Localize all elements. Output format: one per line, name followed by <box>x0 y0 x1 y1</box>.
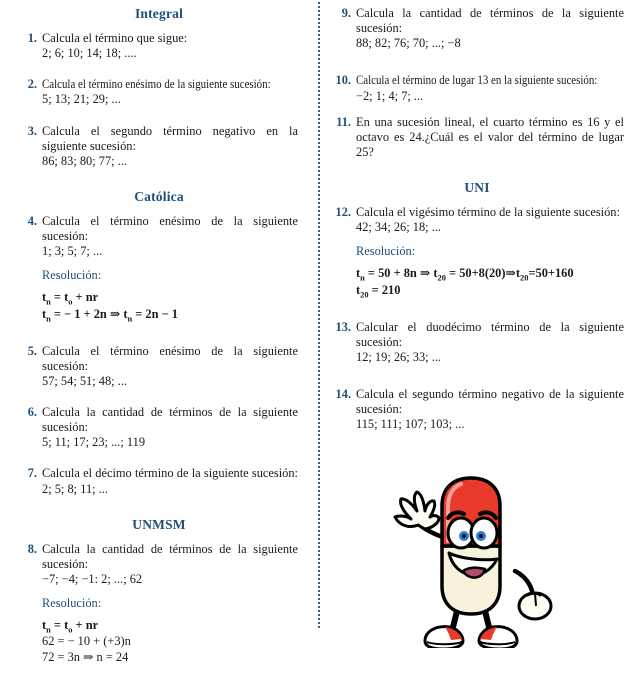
exercise-body <box>42 124 298 169</box>
exercise-question: Calcula el término enésimo de la siguiente sucesión: <box>42 343 298 373</box>
left-shoe <box>425 627 463 648</box>
formula-line: $t_n = 50 + 8n$ ⇒ $t_{20}$ = $50+8(20)\Rightarrow t_{20}=50+160$ <box>356 266 574 283</box>
right-eye <box>471 518 497 548</box>
exercise-number: 3. <box>27 123 37 138</box>
exercise-number: 9. <box>341 6 351 20</box>
exercise-11 <box>330 115 624 160</box>
exercise-sequence: 42; 34; 26; 18; ... <box>356 220 442 235</box>
section-title-catolica: Católica <box>134 188 184 204</box>
section-title-uni: UNI <box>464 180 490 195</box>
exercise-sequence: 115; 111; 107; 103; ... <box>356 417 465 432</box>
spacer <box>330 376 624 387</box>
exercise-2 <box>20 77 298 107</box>
exercise-7 <box>20 466 298 496</box>
exercise-sequence: 1; 3; 5; 7; ... <box>42 244 103 259</box>
exercise-10 <box>330 73 624 103</box>
section-title-integral: Integral <box>134 6 184 21</box>
exercise-question: Calcula el término de lugar 13 en la siguiente sucesión: <box>356 73 598 88</box>
exercise-question: Calcula la cantidad de términos de la siguiente sucesión: <box>356 6 624 36</box>
column-divider <box>318 2 320 628</box>
exercise-5 <box>20 344 298 389</box>
exercise-1 <box>20 31 298 61</box>
right-shoe <box>479 627 517 648</box>
exercise-question: Calcula el término enésimo de la siguiente sucesión: <box>42 213 298 243</box>
exercise-12 <box>330 205 624 298</box>
formula-line: $t_n = t_o$ + nr <box>42 618 99 635</box>
right-column <box>322 0 634 443</box>
exercise-sequence: 12; 19; 26; 33; ... <box>356 349 442 364</box>
exercise-question: Calcula el vigésimo término de la siguiente sucesión: <box>356 205 620 219</box>
exercise-body <box>356 205 624 298</box>
exercise-body <box>356 6 624 51</box>
left-hand <box>395 492 439 529</box>
exercise-sequence: −2; 1; 4; 7; ... <box>356 88 424 103</box>
exercise-sequence: 5; 11; 17; 23; ...; 119 <box>42 435 146 450</box>
exercise-number: 5. <box>27 343 37 358</box>
formula-line: $t_n = t_o$ + nr <box>42 290 99 307</box>
spacer <box>20 333 298 344</box>
exercise-number: 2. <box>27 77 37 92</box>
exercise-4 <box>20 214 298 322</box>
exercise-body <box>42 405 298 450</box>
section-title-unmsm: UNMSM <box>132 516 186 532</box>
exercise-sequence: −7; −4; −1: 2; ...; 62 <box>42 571 143 586</box>
exercise-question: Calcula la cantidad de términos de la siguiente sucesión: <box>42 541 298 571</box>
exercise-sequence: 88; 82; 76; 70; ...; −8 <box>356 36 461 51</box>
exercise-8 <box>20 542 298 666</box>
exercise-6 <box>20 405 298 450</box>
right-hand <box>519 593 551 619</box>
exercise-body <box>356 387 624 432</box>
exercise-body <box>42 344 298 389</box>
resolution-label: Resolución: <box>42 596 102 610</box>
exercise-body <box>42 542 298 666</box>
spacer <box>330 309 624 320</box>
exercise-body <box>42 77 302 107</box>
exercise-sequence: 5; 13; 21; 29; ... <box>42 92 121 107</box>
spacer <box>330 62 624 73</box>
exercise-question: Calcula la cantidad de términos de la siguiente sucesión: <box>42 405 298 435</box>
formula-line: $t_{20} = 210$ <box>356 282 401 299</box>
exercise-question: En una sucesión lineal, el cuarto término es 16 y el octavo es 24.¿Cuál es el valor del término de lugar 25? <box>356 114 624 159</box>
exercise-sequence: 86; 83; 80; 77; ... <box>42 153 128 168</box>
capsule-mascot-illustration <box>385 443 570 648</box>
exercise-number: 1. <box>27 31 37 45</box>
exercise-body <box>42 466 298 496</box>
formula-line: $t_n$ = − 1 + 2n ⇒ $t_n = 2n - 1$ <box>42 306 178 323</box>
resolution-label: Resolución: <box>42 268 102 283</box>
formula-line: 62 = − 10 + (+3)n <box>42 634 131 649</box>
exercise-question: Calcula el término enésimo de la siguiente sucesión: <box>42 77 271 92</box>
exercise-number: 13. <box>335 319 351 334</box>
exercise-sequence: 57; 54; 51; 48; ... <box>42 373 128 388</box>
exercise-number: 12. <box>335 205 351 219</box>
exercise-body <box>356 73 630 103</box>
exercise-body <box>356 115 624 160</box>
exercise-question: Calcula el décimo término de la siguiente sucesión: 2; 5; 8; 11; ... <box>42 466 298 496</box>
exercise-body <box>42 214 298 322</box>
exercise-body <box>356 320 624 365</box>
exercise-number: 10. <box>335 73 351 88</box>
exercise-number: 6. <box>27 405 37 419</box>
exercise-number: 11. <box>336 114 351 129</box>
exercise-number: 14. <box>335 387 351 401</box>
exercise-question: Calcula el segundo término negativo de la siguiente sucesión: <box>356 387 624 417</box>
exercise-question: Calcular el duodécimo término de la siguiente sucesión: <box>356 319 624 349</box>
exercise-9 <box>330 6 624 51</box>
exercise-body <box>42 31 298 61</box>
exercise-question: Calcula el término que sigue: <box>42 31 188 45</box>
formula-line: 72 = 3n ⇒ n = 24 <box>42 650 129 665</box>
exercise-13 <box>330 320 624 365</box>
resolution-label: Resolución: <box>356 244 416 259</box>
exercise-14 <box>330 387 624 432</box>
exercise-number: 4. <box>27 213 37 228</box>
exercise-sequence: 2; 6; 10; 14; 18; .... <box>42 46 137 61</box>
exercise-3 <box>20 124 298 169</box>
left-column <box>0 0 312 677</box>
exercise-question: Calcula el segundo término negativo en la siguiente sucesión: <box>42 123 298 153</box>
exercise-number: 8. <box>27 541 37 556</box>
exercise-number: 7. <box>27 466 37 481</box>
